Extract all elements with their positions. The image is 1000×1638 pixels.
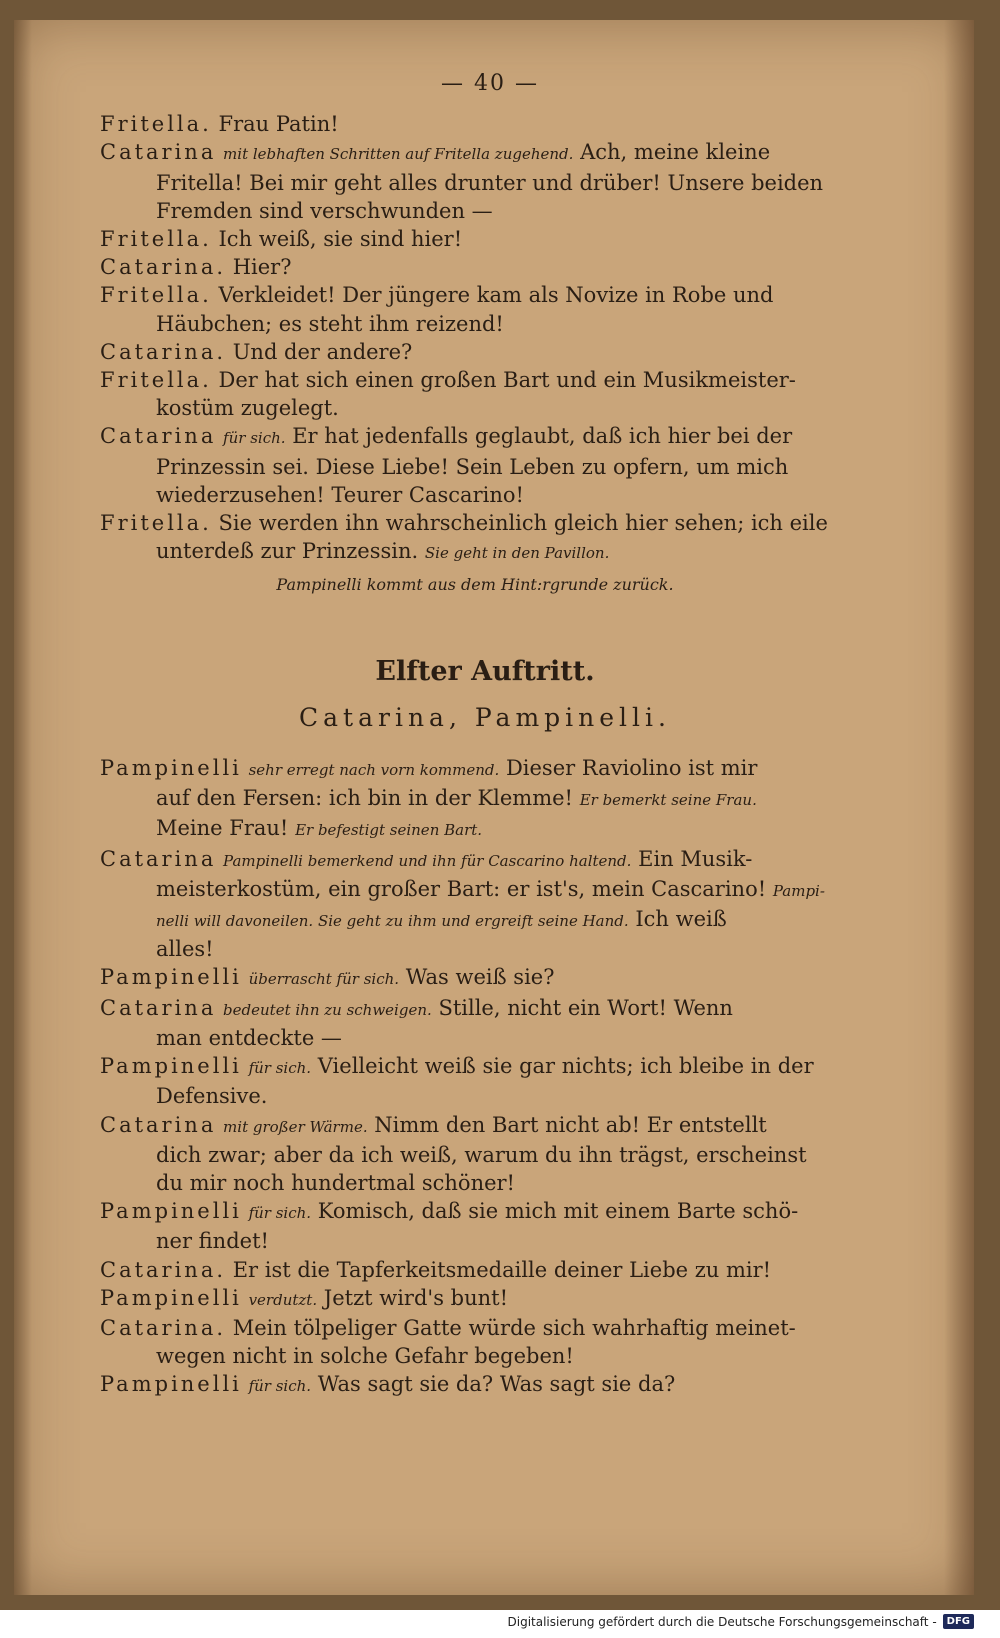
dialogue-line [100, 1370, 890, 1400]
dialogue-line [100, 814, 890, 844]
dialogue-line [100, 253, 890, 281]
dialogue-line [100, 169, 890, 197]
dialogue-line [100, 1052, 890, 1082]
dialogue-line [100, 197, 890, 225]
speaker-name: Fritella. [100, 227, 212, 252]
dialogue-line [100, 225, 890, 253]
digitization-footer [508, 1614, 975, 1629]
stage-note: überrascht für sich. [248, 970, 400, 989]
dialogue-line [100, 1024, 890, 1052]
speaker-name: Pampinelli [100, 1372, 242, 1397]
spoken-text: Verkleidet! Der jüngere kam als Novize in Robe und [218, 283, 774, 308]
spoken-text: Ach, meine kleine [580, 140, 771, 165]
speaker-name: Pampinelli [100, 965, 242, 990]
spoken-text: Prinzessin sei. Diese Liebe! Sein Leben zu opfern, um mich [156, 454, 789, 479]
stage-note: Sie geht in den Pavillon. [424, 544, 610, 563]
speaker-name: Catarina [100, 846, 217, 871]
spoken-text: Was sagt sie da? Was sagt sie da? [317, 1372, 676, 1397]
spoken-text: Ich weiß, sie sind hier! [218, 227, 463, 252]
stage-note: mit großer Wärme. [223, 1117, 368, 1136]
spoken-text: ner findet! [156, 1229, 269, 1254]
dialogue-line [100, 1284, 890, 1314]
spoken-text: Er hat jedenfalls geglaubt, daß ich hier bei der [292, 424, 793, 449]
speaker-name: Catarina. [100, 1315, 227, 1340]
dialogue-line [100, 1256, 890, 1284]
stage-note: für sich. [248, 1059, 312, 1078]
dialogue-line [100, 845, 890, 875]
speaker-name: Fritella. [100, 511, 212, 536]
spoken-text: unterdeß zur Prinzessin. [156, 539, 419, 564]
gutter-shadow [14, 20, 32, 1595]
scene-persons: Catarina, Pampinelli. [299, 702, 671, 732]
spoken-text: Häubchen; es steht ihm reizend! [156, 311, 504, 336]
spoken-text: Ich weiß [635, 907, 727, 932]
dialogue-line [100, 1227, 890, 1255]
speaker-name: Fritella. [100, 112, 212, 137]
stage-direction: Pampinelli kommt aus dem Hint:rgrunde zurück. [276, 575, 674, 595]
spoken-text: Fremden sind verschwunden — [156, 198, 493, 223]
spoken-text: auf den Fersen: ich bin in der Klemme! [156, 786, 573, 811]
spoken-text: dich zwar; aber da ich weiß, warum du ihn trägst, erscheinst [156, 1142, 807, 1167]
dialogue-line [100, 1111, 890, 1141]
speaker-name: Catarina. [100, 1257, 227, 1282]
dialogue-line [100, 1169, 890, 1197]
stage-note: für sich. [248, 1377, 312, 1396]
page-edge-shadow [944, 20, 974, 1595]
scene-heading: Elfter Auftritt. [375, 655, 595, 687]
stage-note: bedeutet ihn zu schweigen. [223, 1000, 432, 1019]
spoken-text: Ein Musik- [638, 846, 753, 871]
spoken-text: man entdeckte — [156, 1025, 342, 1050]
spoken-text: Komisch, daß sie mich mit einem Barte schö- [317, 1199, 799, 1224]
speaker-name: Catarina [100, 1112, 217, 1137]
spoken-text: Was weiß sie? [405, 965, 555, 990]
dfg-logo-icon: DFG [943, 1614, 974, 1629]
spoken-text: Hier? [232, 255, 292, 280]
spoken-text: Der hat sich einen großen Bart und ein Musikmeister- [218, 368, 796, 393]
spoken-text: Vielleicht weiß sie gar nichts; ich bleibe in der [317, 1054, 814, 1079]
speaker-name: Catarina [100, 995, 217, 1020]
dialogue-line [100, 754, 890, 784]
speaker-name: Catarina [100, 140, 217, 165]
page-number: — 40 — [441, 71, 539, 96]
dialogue-line [100, 394, 890, 422]
spoken-text: Stille, nicht ein Wort! Wenn [438, 995, 733, 1020]
spoken-text: Nimm den Bart nicht ab! Er entstellt [374, 1112, 767, 1137]
stage-note: nelli will davoneilen. Sie geht zu ihm und ergreift seine Hand. [156, 912, 629, 931]
stage-note: mit lebhaften Schritten auf Fritella zugehend. [223, 145, 574, 164]
dialogue-line [100, 784, 890, 814]
spoken-text: wiederzusehen! Teurer Cascarino! [156, 482, 524, 507]
dialogue-line [100, 994, 890, 1024]
dialogue-line [100, 537, 890, 567]
spoken-text: Jetzt wird's bunt! [323, 1285, 509, 1310]
speaker-name: Pampinelli [100, 1054, 242, 1079]
dialogue-line [100, 366, 890, 394]
stage-note: für sich. [248, 1204, 312, 1223]
stage-note: Er bemerkt seine Frau. [579, 791, 757, 810]
speaker-name: Pampinelli [100, 756, 242, 781]
dialogue-line [100, 1197, 890, 1227]
speaker-name: Fritella. [100, 283, 212, 308]
dialogue-line [100, 422, 890, 452]
spoken-text: Und der andere? [232, 339, 413, 364]
speaker-name: Catarina [100, 424, 217, 449]
spoken-text: Meine Frau! [156, 816, 289, 841]
spoken-text: Dieser Raviolino ist mir [505, 756, 758, 781]
dialogue-line [100, 1082, 890, 1110]
dialogue-line [100, 509, 890, 537]
speaker-name: Pampinelli [100, 1285, 242, 1310]
stage-note: Pampinelli bemerkend und ihn für Cascarino haltend. [223, 851, 632, 870]
spoken-text: Fritella! Bei mir geht alles drunter und drüber! Unsere beiden [156, 170, 824, 195]
dialogue-line [100, 138, 890, 168]
spoken-text: meisterkostüm, ein großer Bart: er ist's, mein Cascarino! [156, 876, 767, 901]
dialogue-line [100, 1342, 890, 1370]
stage-note: verdutzt. [248, 1290, 318, 1309]
spoken-text: Er ist die Tapferkeitsmedaille deiner Liebe zu mir! [232, 1257, 772, 1282]
spoken-text: wegen nicht in solche Gefahr begeben! [156, 1344, 574, 1369]
spoken-text: Sie werden ihn wahrscheinlich gleich hier sehen; ich eile [218, 511, 828, 536]
dialogue-line [100, 935, 890, 963]
dialogue-line [100, 453, 890, 481]
speaker-name: Fritella. [100, 368, 212, 393]
speaker-name: Catarina. [100, 255, 227, 280]
dialogue-line [100, 481, 890, 509]
dialogue-line [100, 875, 890, 905]
dialogue-line [100, 905, 890, 935]
stage-note: für sich. [223, 429, 286, 448]
speaker-name: Pampinelli [100, 1199, 242, 1224]
speaker-name: Catarina. [100, 339, 227, 364]
spoken-text: du mir noch hundertmal schöner! [156, 1170, 515, 1195]
dialogue-line [100, 281, 890, 309]
dialogue-line [100, 338, 890, 366]
dialogue-line [100, 963, 890, 993]
spoken-text: Defensive. [156, 1084, 268, 1109]
dialogue-block-top [100, 110, 890, 567]
spoken-text: kostüm zugelegt. [156, 396, 339, 421]
dialogue-line [100, 110, 890, 138]
dialogue-line [100, 1141, 890, 1169]
spoken-text: Frau Patin! [218, 112, 339, 137]
stage-note: Pampi- [772, 881, 825, 900]
footer-credit: Digitalisierung gefördert durch die Deutsche Forschungsgemeinschaft - [507, 1614, 937, 1629]
dialogue-line [100, 1314, 890, 1342]
stage-note: Er befestigt seinen Bart. [295, 821, 483, 840]
spoken-text: alles! [156, 937, 214, 962]
spoken-text: Mein tölpeliger Gatte würde sich wahrhaftig meinet- [232, 1315, 796, 1340]
stage-note: sehr erregt nach vorn kommend. [248, 761, 500, 780]
dialogue-line [100, 310, 890, 338]
page-text [100, 70, 890, 1401]
dialogue-block-bottom [100, 754, 890, 1400]
